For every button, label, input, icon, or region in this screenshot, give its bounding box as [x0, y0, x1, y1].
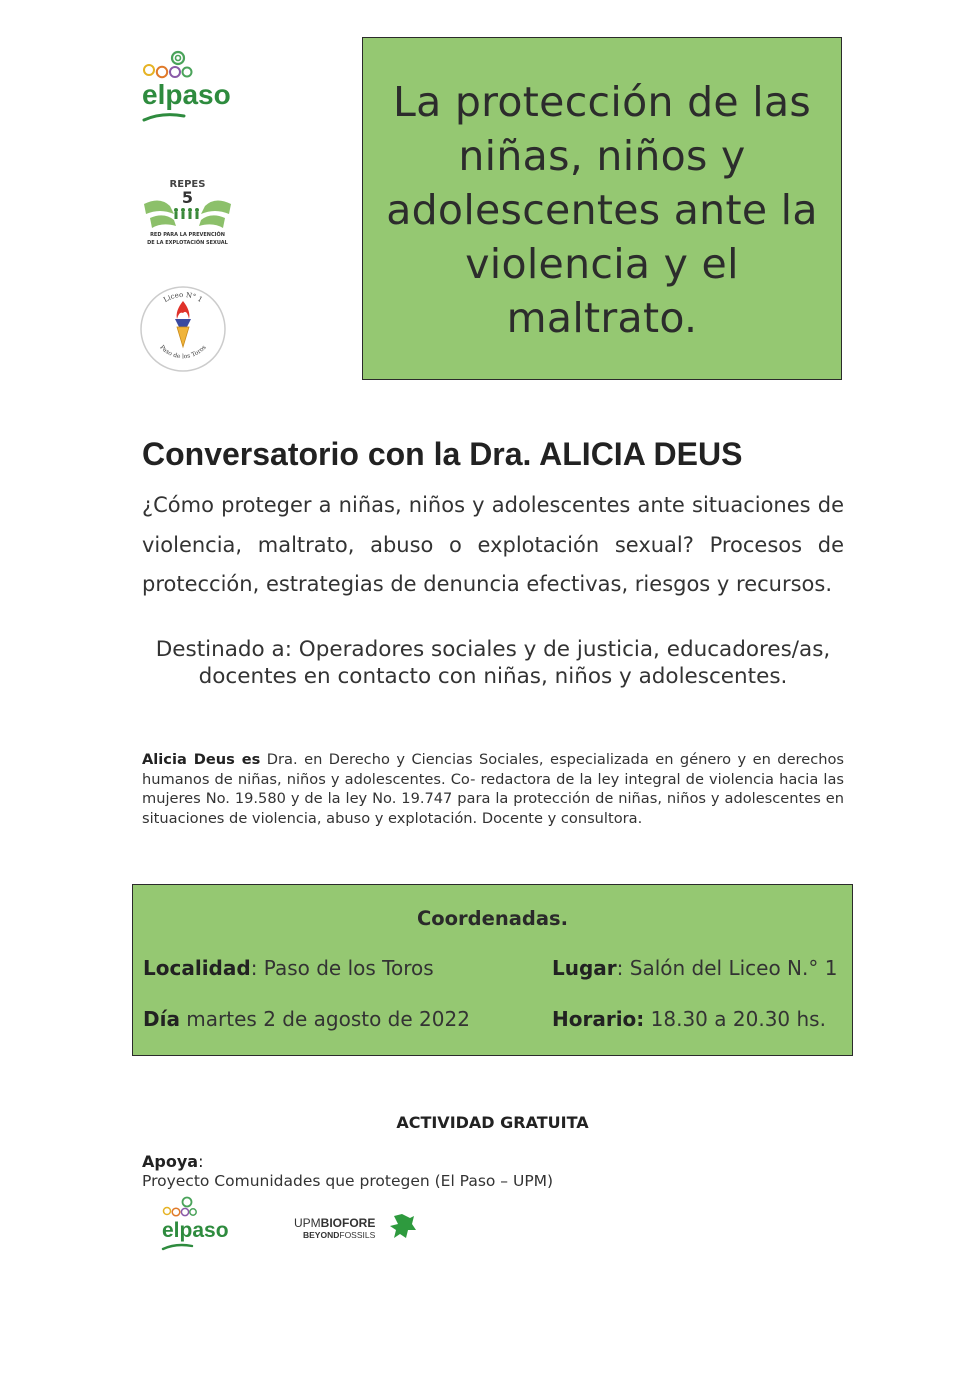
elpaso-logo	[140, 46, 250, 132]
repes-logo-caption-2: DE LA EXPLOTACIÓN SEXUAL	[147, 240, 228, 246]
upm-biofore-logo	[294, 1210, 419, 1244]
repes-logo-number: 5	[181, 188, 194, 207]
repes-logo	[140, 174, 235, 252]
title-box	[362, 37, 842, 380]
description-question: ¿Cómo proteger a niñas, niños y adolescentes ante situaciones de violencia, maltrato, abuso o explotación sexual? Procesos de protección, estrategias de denuncia efectivas, riesgos y recursos.	[142, 493, 844, 596]
beyond-logo-word: BEYOND	[303, 1230, 340, 1240]
elpaso-logo-small	[160, 1195, 240, 1257]
liceo-logo-top-text: Liceo N° 1	[162, 290, 204, 305]
coordinates-title: Coordenadas.	[416, 907, 569, 930]
speaker-bio-text: Dra. en Derecho y Ciencias Sociales, especializada en género y en derechos humanos de niñas, niños y adolescentes. Co- redactora de la ley integral de violencia hacia las mujeres No. 19.580 y de la ley No. 19.747 para la protección de niñas, niños y adolescentes en situaciones de violencia, abuso y explotación. Docente y consultora.	[142, 751, 845, 827]
fossils-logo-word: FOSSILS	[339, 1230, 376, 1240]
locality-value: : Paso de los Toros	[250, 956, 434, 980]
svg-text:UPMBIOFORE	[294, 1216, 375, 1230]
place-field	[552, 956, 837, 980]
repes-logo-caption-1: RED PARA LA PREVENCIÓN	[150, 232, 225, 238]
place-label: Lugar	[552, 956, 617, 980]
free-activity-label: ACTIVIDAD GRATUITA	[396, 1113, 589, 1132]
time-label: Horario:	[552, 1007, 645, 1031]
day-field	[143, 1007, 470, 1031]
elpaso-logo-small-text: elpaso	[162, 1219, 229, 1242]
subtitle: Conversatorio con la Dra. ALICIA DEUS	[142, 436, 743, 472]
day-label: Día	[143, 1007, 180, 1031]
locality-field	[143, 956, 434, 980]
event-title: La protección de las niñas, niños y adolescentes ante la violencia y el maltrato.	[386, 77, 818, 342]
support-label	[142, 1152, 203, 1171]
speaker-bio	[142, 750, 844, 828]
support-text: Proyecto Comunidades que protegen (El Paso – UPM)	[142, 1172, 554, 1190]
support-label-word: Apoya	[142, 1152, 199, 1171]
upm-logo-word: UPM	[294, 1216, 321, 1230]
biofore-logo-word: BIOFORE	[320, 1216, 376, 1230]
speaker-bio-name: Alicia Deus es	[142, 751, 261, 768]
time-field	[552, 1007, 826, 1031]
liceo-logo-bottom-text: Paso de los Toros	[158, 343, 208, 361]
locality-label: Localidad	[143, 956, 251, 980]
svg-text:BEYONDFOSSILS	[303, 1230, 376, 1240]
coordinates-box	[132, 884, 853, 1056]
time-value: 18.30 a 20.30 hs.	[644, 1007, 826, 1031]
support-label-colon: :	[198, 1152, 204, 1171]
elpaso-logo-text: elpaso	[142, 79, 231, 110]
day-value: martes 2 de agosto de 2022	[179, 1007, 470, 1031]
repes-logo-top: REPES	[169, 179, 206, 190]
liceo-logo	[137, 283, 229, 375]
audience-text: Destinado a: Operadores sociales y de justicia, educadores/as, docentes en contacto con niñas, niños y adolescentes.	[155, 637, 831, 689]
place-value: : Salón del Liceo N.° 1	[616, 956, 838, 980]
